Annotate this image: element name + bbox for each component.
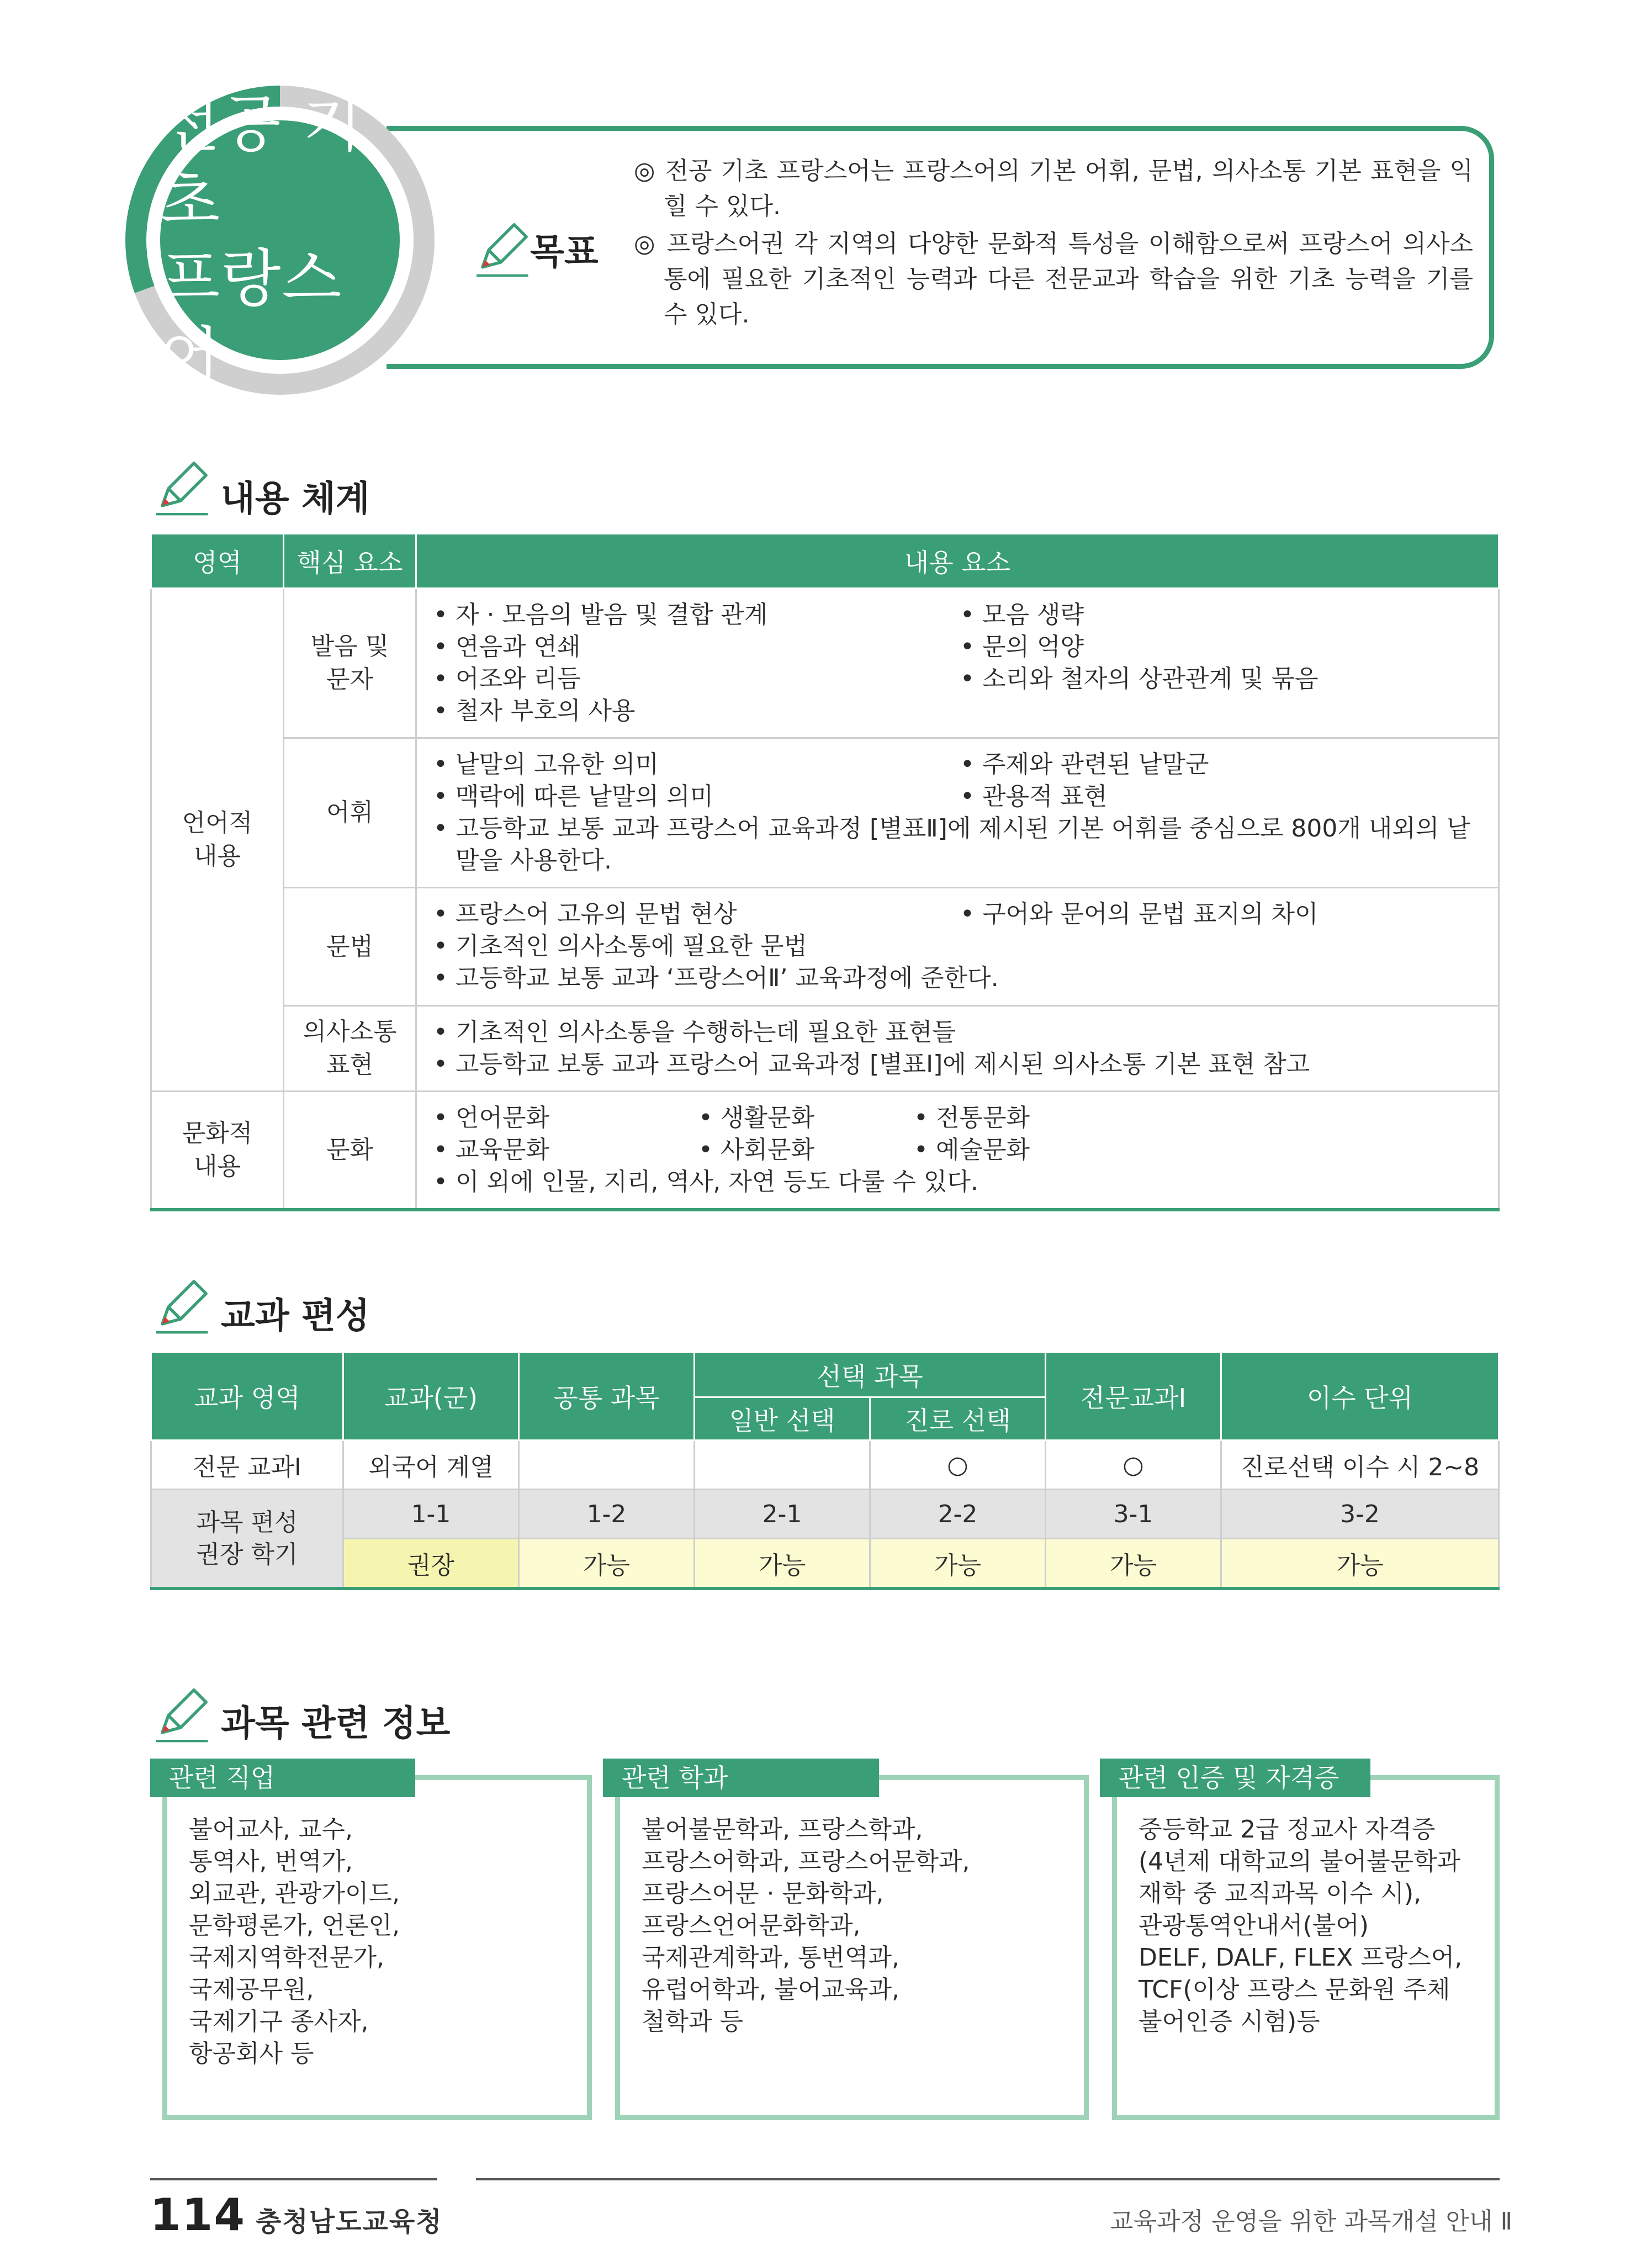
- list-item: • 교육문화: [433, 1134, 698, 1166]
- departments-box: [603, 1759, 1089, 2120]
- badge-line1: 전공 기초: [160, 88, 364, 237]
- content-table: [150, 533, 1500, 1211]
- goal-list: [634, 153, 1473, 335]
- pencil-icon: [150, 1277, 211, 1337]
- header-specialized: 전문교과Ⅰ: [1046, 1352, 1221, 1441]
- list-item: • 연음과 연쇄: [433, 631, 960, 663]
- departments-tab: 관련 학과: [603, 1759, 879, 1797]
- list-item: 국제공무원,: [189, 1976, 314, 2004]
- list-item: (4년제 대학교의 불어불문학과: [1139, 1847, 1461, 1876]
- list-item: 재학 중 교직과목 이수 시),: [1139, 1879, 1422, 1908]
- content-vocabulary: • 낱말의 고유한 의미 • 맥락에 따른 낱말의 의미 • 주제와 관련된 낱말군 • 관용적 표현 • 고등학교 보통 교과 프랑스어 교육과정 [별표Ⅱ]에 제시된 기본 어휘를 중심으로 800개 내외의 낱말을 사용한다.: [416, 738, 1499, 888]
- header-area: 영역: [151, 534, 284, 589]
- header-elective: 선택 과목: [695, 1352, 1046, 1397]
- pencil-icon: [150, 1685, 211, 1746]
- list-item: • 문의 억양: [960, 631, 1487, 663]
- list-item: • 기초적인 의사소통에 필요한 문법: [433, 930, 960, 962]
- goal-label: 목표: [530, 232, 599, 273]
- list-item: • 주제와 관련된 낱말군: [960, 749, 1487, 781]
- list-item: 철학과 등: [642, 2008, 744, 2036]
- list-item: • 예술문화: [914, 1134, 1030, 1166]
- list-item: 국제지역학전문가,: [189, 1944, 385, 1972]
- cell: 2-1: [695, 1490, 870, 1539]
- list-item: DELF, DALF, FLEX 프랑스어,: [1139, 1944, 1463, 1972]
- list-item: 불어불문학과, 프랑스학과,: [642, 1815, 923, 1844]
- certifications-box: [1100, 1759, 1500, 2120]
- list-item: 유럽어학과, 불어교육과,: [642, 1976, 899, 2004]
- core-grammar: 문법: [284, 888, 416, 1006]
- content-grammar: [416, 888, 1499, 1006]
- goal-item: ◎ 프랑스어권 각 지역의 다양한 문화적 특성을 이해함으로써 프랑스어 의사소통에 필요한 기초적인 능력과 다른 전문교과 학습을 위한 기초 능력을 기를 수 있다.: [634, 230, 1473, 329]
- list-item: • 고등학교 보통 교과 프랑스어 교육과정 [별표Ⅰ]에 제시된 의사소통 기본 표현 참고: [433, 1049, 1487, 1081]
- cell: 권장: [343, 1539, 519, 1589]
- area-culture: 문화적 내용: [151, 1092, 284, 1210]
- list-item: • 생활문화: [698, 1102, 914, 1134]
- list-item: 고등학교 보통 교과 프랑스어 교육과정 [별표Ⅱ]에 제시된 기본 어휘를 중심으로 800개 내외의 낱말을 사용한다.: [455, 814, 1470, 875]
- list-item: • 자 · 모음의 발음 및 결합 관계: [433, 599, 960, 631]
- list-item: • 언어문화: [433, 1102, 698, 1134]
- cell: 1-2: [519, 1490, 695, 1539]
- list-item: • 모음 생략: [960, 599, 1487, 631]
- publisher: 충청남도교육청: [256, 2206, 443, 2237]
- section-title-curriculum: 교과 편성: [221, 1296, 370, 1337]
- list-item: 외교관, 관광가이드,: [189, 1879, 400, 1908]
- list-item: • 전통문화: [914, 1102, 1030, 1134]
- list-item: • 어조와 리듬: [433, 663, 960, 695]
- list-item: • 이 외에 인물, 지리, 역사, 자연 등도 다룰 수 있다.: [433, 1166, 1487, 1198]
- list-item: • 낱말의 고유한 의미: [433, 749, 960, 781]
- cell: 3-2: [1221, 1490, 1499, 1539]
- list-item: 프랑스어문 · 문화학과,: [642, 1879, 884, 1908]
- guide-title: 교육과정 운영을 위한 과목개설 안내 Ⅱ: [1110, 2207, 1513, 2236]
- list-item: • 프랑스어 고유의 문법 현상: [433, 898, 960, 930]
- header-units: 이수 단위: [1221, 1352, 1499, 1441]
- header-area: 교과 영역: [151, 1352, 343, 1441]
- header-general: 일반 선택: [695, 1397, 870, 1441]
- content-pronunciation: [416, 589, 1499, 738]
- list-item: 불어인증 시험)등: [1139, 2008, 1320, 2036]
- goal-item: ◎ 전공 기초 프랑스어는 프랑스어의 기본 어휘, 문법, 의사소통 기본 표현을 익힐 수 있다.: [634, 157, 1473, 220]
- badge-line2: 프랑스어: [160, 243, 343, 392]
- list-item: • 기초적인 의사소통을 수행하는데 필요한 표현들: [433, 1016, 1487, 1049]
- header-career: 진로 선택: [870, 1397, 1046, 1441]
- jobs-list: [189, 1814, 400, 2070]
- list-item: TCF(이상 프랑스 문화원 주체: [1139, 1976, 1450, 2004]
- cell: ○: [870, 1441, 1046, 1490]
- cell: 가능: [519, 1539, 695, 1589]
- header-subject: 교과(군): [343, 1352, 519, 1441]
- core-vocabulary: 어휘: [284, 738, 416, 888]
- footer-rule-right: [476, 2178, 1500, 2180]
- cell: 가능: [1046, 1539, 1221, 1589]
- list-item: 프랑스어학과, 프랑스어문학과,: [642, 1847, 970, 1876]
- header-core: 핵심 요소: [284, 534, 416, 589]
- table-row: [151, 1441, 1499, 1490]
- list-item: 통역사, 번역가,: [189, 1847, 353, 1876]
- subject-badge: [160, 88, 400, 392]
- list-item: 국제관계학과, 통번역과,: [642, 1944, 899, 1972]
- content-communication: [416, 1006, 1499, 1092]
- content-culture: [416, 1092, 1499, 1210]
- list-item: 불어교사, 교수,: [189, 1815, 353, 1844]
- jobs-box: [150, 1759, 592, 2120]
- footer-rule-left: [150, 2178, 437, 2180]
- cell: [695, 1441, 870, 1490]
- section-title-related: 과목 관련 정보: [221, 1703, 451, 1744]
- section-title-content: 내용 체계: [221, 479, 370, 520]
- list-item: • 구어와 문어의 문법 표지의 차이: [960, 898, 1487, 930]
- cell: 진로선택 이수 시 2~8: [1221, 1441, 1499, 1490]
- header-common: 공통 과목: [519, 1352, 695, 1441]
- core-culture: 문화: [284, 1092, 416, 1210]
- semester-label: 과목 편성 권장 학기: [151, 1490, 343, 1589]
- cell: 외국어 계열: [343, 1441, 519, 1490]
- departments-list: [642, 1814, 970, 2038]
- table-row: [151, 1539, 1499, 1589]
- curriculum-table: [150, 1351, 1500, 1590]
- jobs-tab: 관련 직업: [150, 1759, 415, 1797]
- list-item: 프랑스언어문화학과,: [642, 1911, 861, 1940]
- list-item: 관광통역안내서(불어): [1139, 1911, 1369, 1940]
- list-item: • 소리와 철자의 상관관계 및 묶음: [960, 663, 1487, 695]
- core-pronunciation: 발음 및 문자: [284, 589, 416, 738]
- header-content: 내용 요소: [416, 534, 1499, 589]
- list-item: • 고등학교 보통 교과 ‘프랑스어Ⅱ’ 교육과정에 준한다.: [433, 962, 1487, 994]
- list-item: 문학평론가, 언론인,: [189, 1911, 400, 1940]
- cell: 가능: [870, 1539, 1046, 1589]
- area-language: 언어적 내용: [151, 589, 284, 1092]
- list-item: 중등학교 2급 정교사 자격증: [1139, 1815, 1436, 1844]
- certifications-list: [1139, 1814, 1462, 2038]
- list-item: • 맥락에 따른 낱말의 의미: [433, 781, 960, 813]
- core-communication: 의사소통 표현: [284, 1006, 416, 1092]
- list-item: • 사회문화: [698, 1134, 914, 1166]
- cell: ○: [1046, 1441, 1221, 1490]
- cell: 가능: [1221, 1539, 1499, 1589]
- cell: [519, 1441, 695, 1490]
- cell: 가능: [695, 1539, 870, 1589]
- list-item: 국제기구 종사자,: [189, 2008, 369, 2036]
- cell: 3-1: [1046, 1490, 1221, 1539]
- list-item: • 철자 부호의 사용: [433, 695, 960, 727]
- certifications-tab: 관련 인증 및 자격증: [1100, 1759, 1370, 1797]
- cell: 2-2: [870, 1490, 1046, 1539]
- pencil-icon: [150, 458, 211, 519]
- list-item: 항공회사 등: [189, 2040, 314, 2068]
- cell: 전문 교과Ⅰ: [151, 1441, 343, 1490]
- pencil-icon: [470, 220, 531, 280]
- cell: 1-1: [343, 1490, 519, 1539]
- page-number: 114: [150, 2189, 246, 2241]
- list-item: • 관용적 표현: [960, 781, 1487, 813]
- table-row: [151, 1490, 1499, 1539]
